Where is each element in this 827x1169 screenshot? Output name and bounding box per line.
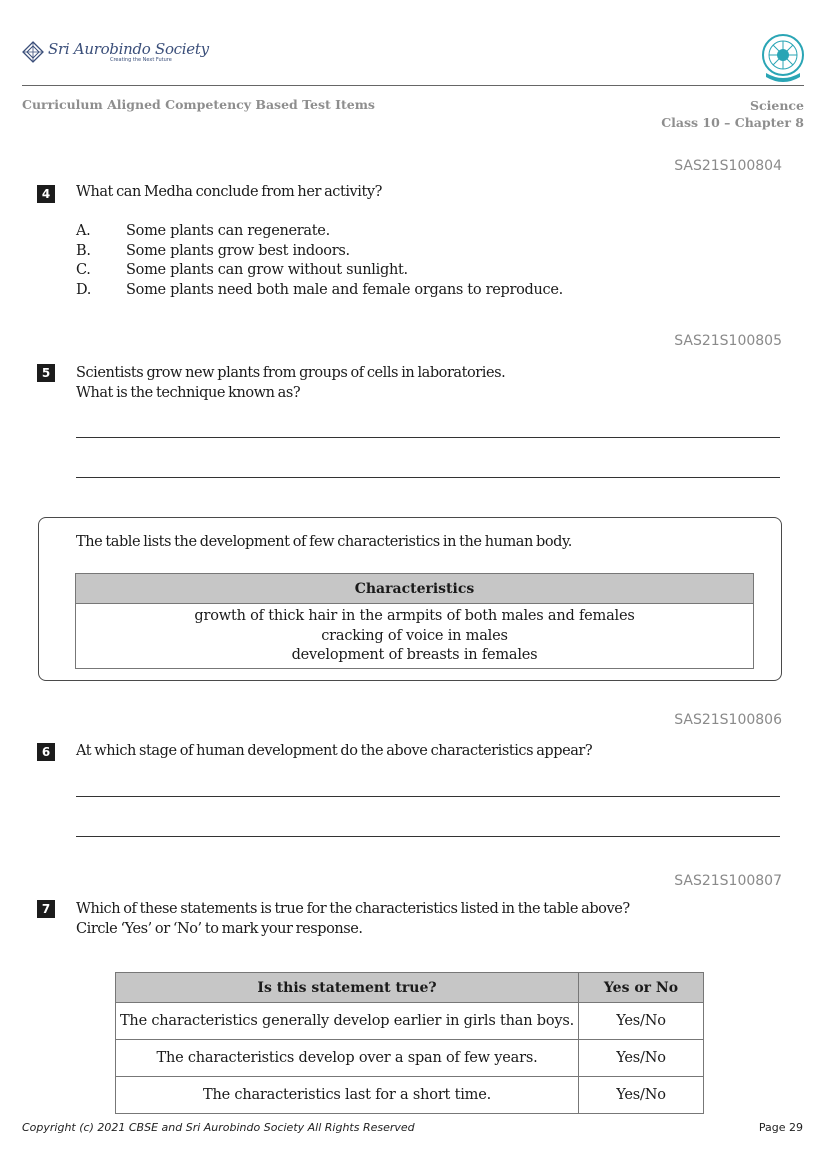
cbse-seal-icon: [760, 33, 806, 83]
chapter: Class 10 – Chapter 8: [661, 115, 804, 130]
yes-no-cell[interactable]: Yes/No: [579, 1003, 704, 1040]
statement-cell: The characteristics develop over a span of few years.: [116, 1040, 579, 1077]
table-row: [116, 1003, 704, 1040]
society-emblem-icon: [22, 41, 44, 63]
answer-line[interactable]: [76, 437, 780, 438]
characteristics-table: [75, 573, 754, 669]
table-header: Characteristics: [76, 574, 754, 604]
page-number: Page 29: [758, 1121, 803, 1134]
question-number-7: 7: [37, 900, 55, 918]
subject: Science: [750, 98, 804, 113]
item-code-q7: SAS21S100807: [674, 873, 782, 889]
table-row: [116, 1040, 704, 1077]
yes-no-cell[interactable]: Yes/No: [579, 1040, 704, 1077]
statement-cell: The characteristics last for a short time.: [116, 1077, 579, 1114]
header-divider: [22, 85, 804, 86]
question-number-6: 6: [37, 743, 55, 761]
option-b[interactable]: B. Some plants grow best indoors.: [76, 242, 350, 259]
answer-line[interactable]: [76, 836, 780, 837]
option-a[interactable]: A. Some plants can regenerate.: [76, 223, 330, 239]
logo-tagline: Creating the Next Future: [110, 56, 172, 63]
logo-name: Sri Aurobindo Society: [48, 39, 209, 58]
question-7-line-2: Circle ‘Yes’ or ‘No’ to mark your response.: [76, 920, 363, 937]
characteristic-item: cracking of voice in males: [321, 627, 508, 644]
characteristic-item: growth of thick hair in the armpits of both males and females: [194, 608, 635, 624]
answer-line[interactable]: [76, 796, 780, 797]
answer-column-header: Yes or No: [579, 973, 704, 1003]
question-7-text: [76, 900, 630, 939]
item-code-q6: SAS21S100806: [674, 712, 782, 728]
subject-chapter: [661, 97, 804, 131]
question-5-line-2: What is the technique known as?: [76, 384, 301, 401]
characteristic-item: development of breasts in females: [291, 647, 538, 663]
statement-cell: The characteristics generally develop earlier in girls than boys.: [116, 1003, 579, 1040]
question-number-4: 4: [37, 185, 55, 203]
item-code-q5: SAS21S100805: [674, 333, 782, 349]
question-4-options: [76, 222, 563, 300]
copyright-notice: Copyright (c) 2021 CBSE and Sri Aurobindo Society All Rights Reserved: [22, 1121, 415, 1134]
option-c[interactable]: C. Some plants can grow without sunlight.: [76, 262, 408, 278]
item-code-q4: SAS21S100804: [674, 158, 782, 174]
question-5-text: [76, 364, 505, 403]
question-number-5: 5: [37, 364, 55, 382]
yes-no-cell[interactable]: Yes/No: [579, 1077, 704, 1114]
statement-column-header: Is this statement true?: [116, 973, 579, 1003]
sri-aurobindo-society-logo: [22, 38, 209, 66]
question-7-line-1: Which of these statements is true for the characteristics listed in the table above?: [76, 901, 630, 917]
question-5-line-1: Scientists grow new plants from groups of cells in laboratories.: [76, 365, 506, 381]
answer-line[interactable]: [76, 477, 780, 478]
document-title: Curriculum Aligned Competency Based Test Items: [22, 97, 375, 112]
option-d[interactable]: D. Some plants need both male and female organs to reproduce.: [76, 281, 563, 298]
table-row: [116, 1077, 704, 1114]
statement-table: [115, 972, 704, 1114]
info-box-intro: The table lists the development of few characteristics in the human body.: [76, 534, 572, 550]
question-6-text: At which stage of human development do the above characteristics appear?: [76, 743, 593, 759]
question-4-text: What can Medha conclude from her activity?: [76, 184, 382, 200]
table-cell: [76, 604, 754, 669]
